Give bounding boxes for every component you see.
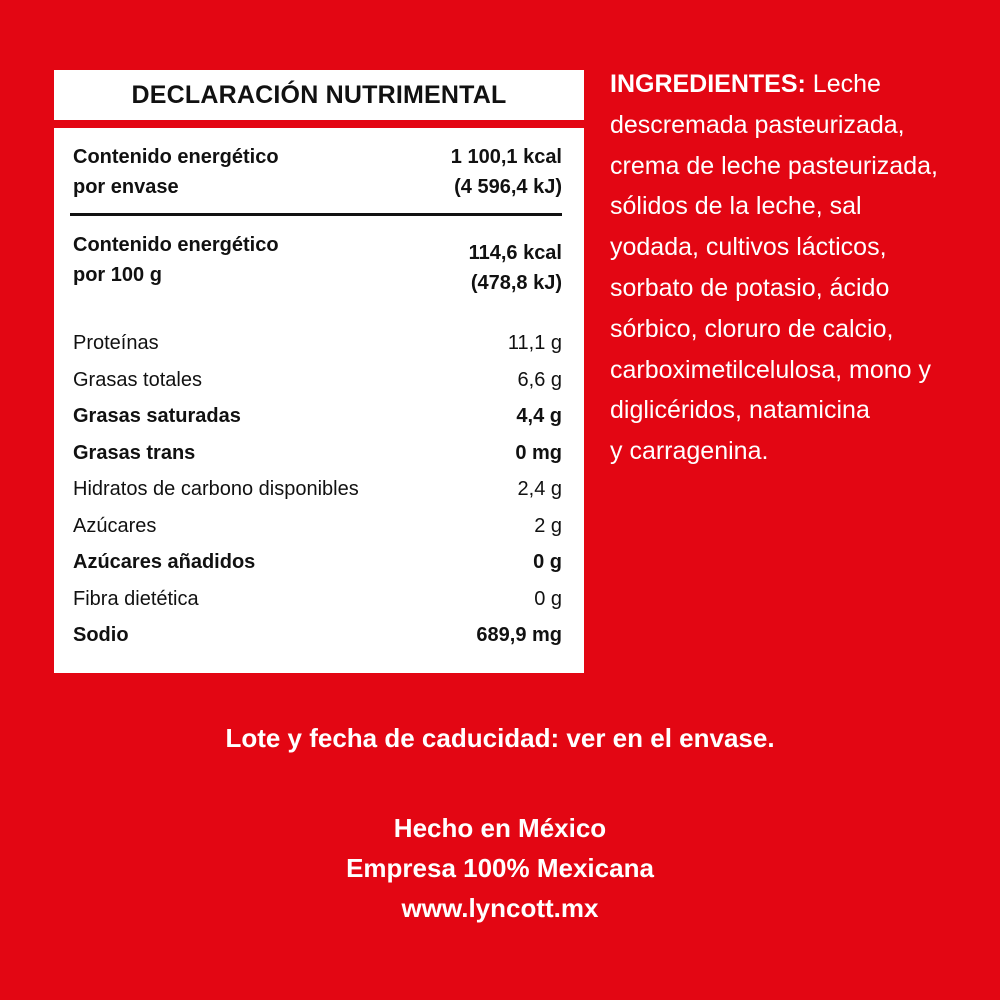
nutrient-name: Hidratos de carbono disponibles <box>73 478 359 500</box>
ingredients-line <box>610 64 970 105</box>
nutrient-row <box>73 398 562 435</box>
nutrient-value: 0 g <box>534 587 562 610</box>
energy-per-package-kcal: 1 100,1 kcal <box>450 146 562 168</box>
energy-per-100g <box>73 230 562 298</box>
lot-expiry-notice: Lote y fecha de caducidad: ver en el envase. <box>225 723 775 753</box>
ingredients-line: yodada, cultivos lácticos, <box>610 233 887 262</box>
nutrient-row <box>73 581 562 618</box>
ingredients-line: diglicéridos, natamicina <box>610 396 870 425</box>
energy-per-100g-kj: (478,8 kJ) <box>470 272 562 294</box>
ingredients-line: sorbato de potasio, ácido <box>610 273 890 302</box>
nutrient-row <box>73 471 562 508</box>
energy-per-package-label-2: por envase <box>73 176 179 198</box>
company-text: Empresa 100% Mexicana <box>346 853 654 883</box>
energy-divider <box>70 213 562 216</box>
nutrient-name: Azúcares <box>73 514 157 537</box>
nutrient-value: 4,4 g <box>516 405 562 427</box>
nutrition-title: DECLARACIÓN NUTRIMENTAL <box>131 81 507 109</box>
nutrient-row <box>73 325 562 362</box>
ingredients-line: sólidos de la leche, sal <box>610 192 862 221</box>
nutrient-value: 11,1 g <box>507 332 562 354</box>
nutrient-value: 2,4 g <box>517 478 562 500</box>
energy-per-package-label-1: Contenido energético <box>73 146 279 168</box>
nutrient-row <box>73 435 562 472</box>
nutrient-name: Grasas totales <box>73 368 202 391</box>
ingredients-text <box>610 64 970 472</box>
nutrient-name: Grasas saturadas <box>73 405 241 427</box>
energy-per-100g-kcal: 114,6 kcal <box>468 242 562 264</box>
energy-per-package <box>73 142 562 202</box>
website-text: www.lyncott.mx <box>401 893 599 923</box>
made-in-text: Hecho en México <box>393 813 607 843</box>
nutrient-value: 2 g <box>534 514 562 537</box>
ingredients-line: carboximetilcelulosa, mono y <box>610 355 931 384</box>
nutrient-value: 0 g <box>533 551 562 573</box>
nutrient-name: Grasas trans <box>73 441 196 464</box>
nutrient-row <box>73 362 562 399</box>
title-divider-bar <box>54 120 584 128</box>
nutrient-name: Azúcares añadidos <box>73 551 256 573</box>
nutrient-value: 6,6 g <box>517 368 562 391</box>
ingredients-line: sórbico, cloruro de calcio, <box>610 314 894 343</box>
nutrient-list <box>73 325 562 654</box>
nutrient-value: 689,9 mg <box>476 624 562 646</box>
nutrition-facts-panel <box>54 70 584 673</box>
nutrient-name: Sodio <box>73 624 129 646</box>
nutrient-row <box>73 544 562 581</box>
ingredients-label: INGREDIENTES: <box>610 70 806 98</box>
energy-per-package-kj: (4 596,4 kJ) <box>454 176 562 198</box>
ingredients-line: crema de leche pasteurizada, <box>610 151 938 180</box>
energy-per-100g-label-2: por 100 g <box>73 264 162 286</box>
nutrient-name: Fibra dietética <box>73 587 199 610</box>
nutrient-name: Proteínas <box>73 332 159 354</box>
origin-info <box>0 808 1000 928</box>
energy-per-100g-label-1: Contenido energético <box>73 234 279 256</box>
nutrient-row <box>73 508 562 545</box>
ingredients-line: descremada pasteurizada, <box>610 110 905 139</box>
nutrient-row <box>73 617 562 654</box>
ingredients-line: y carragenina. <box>610 437 769 466</box>
ingredients-first-line: Leche <box>805 70 881 98</box>
nutrient-value: 0 mg <box>515 441 562 464</box>
